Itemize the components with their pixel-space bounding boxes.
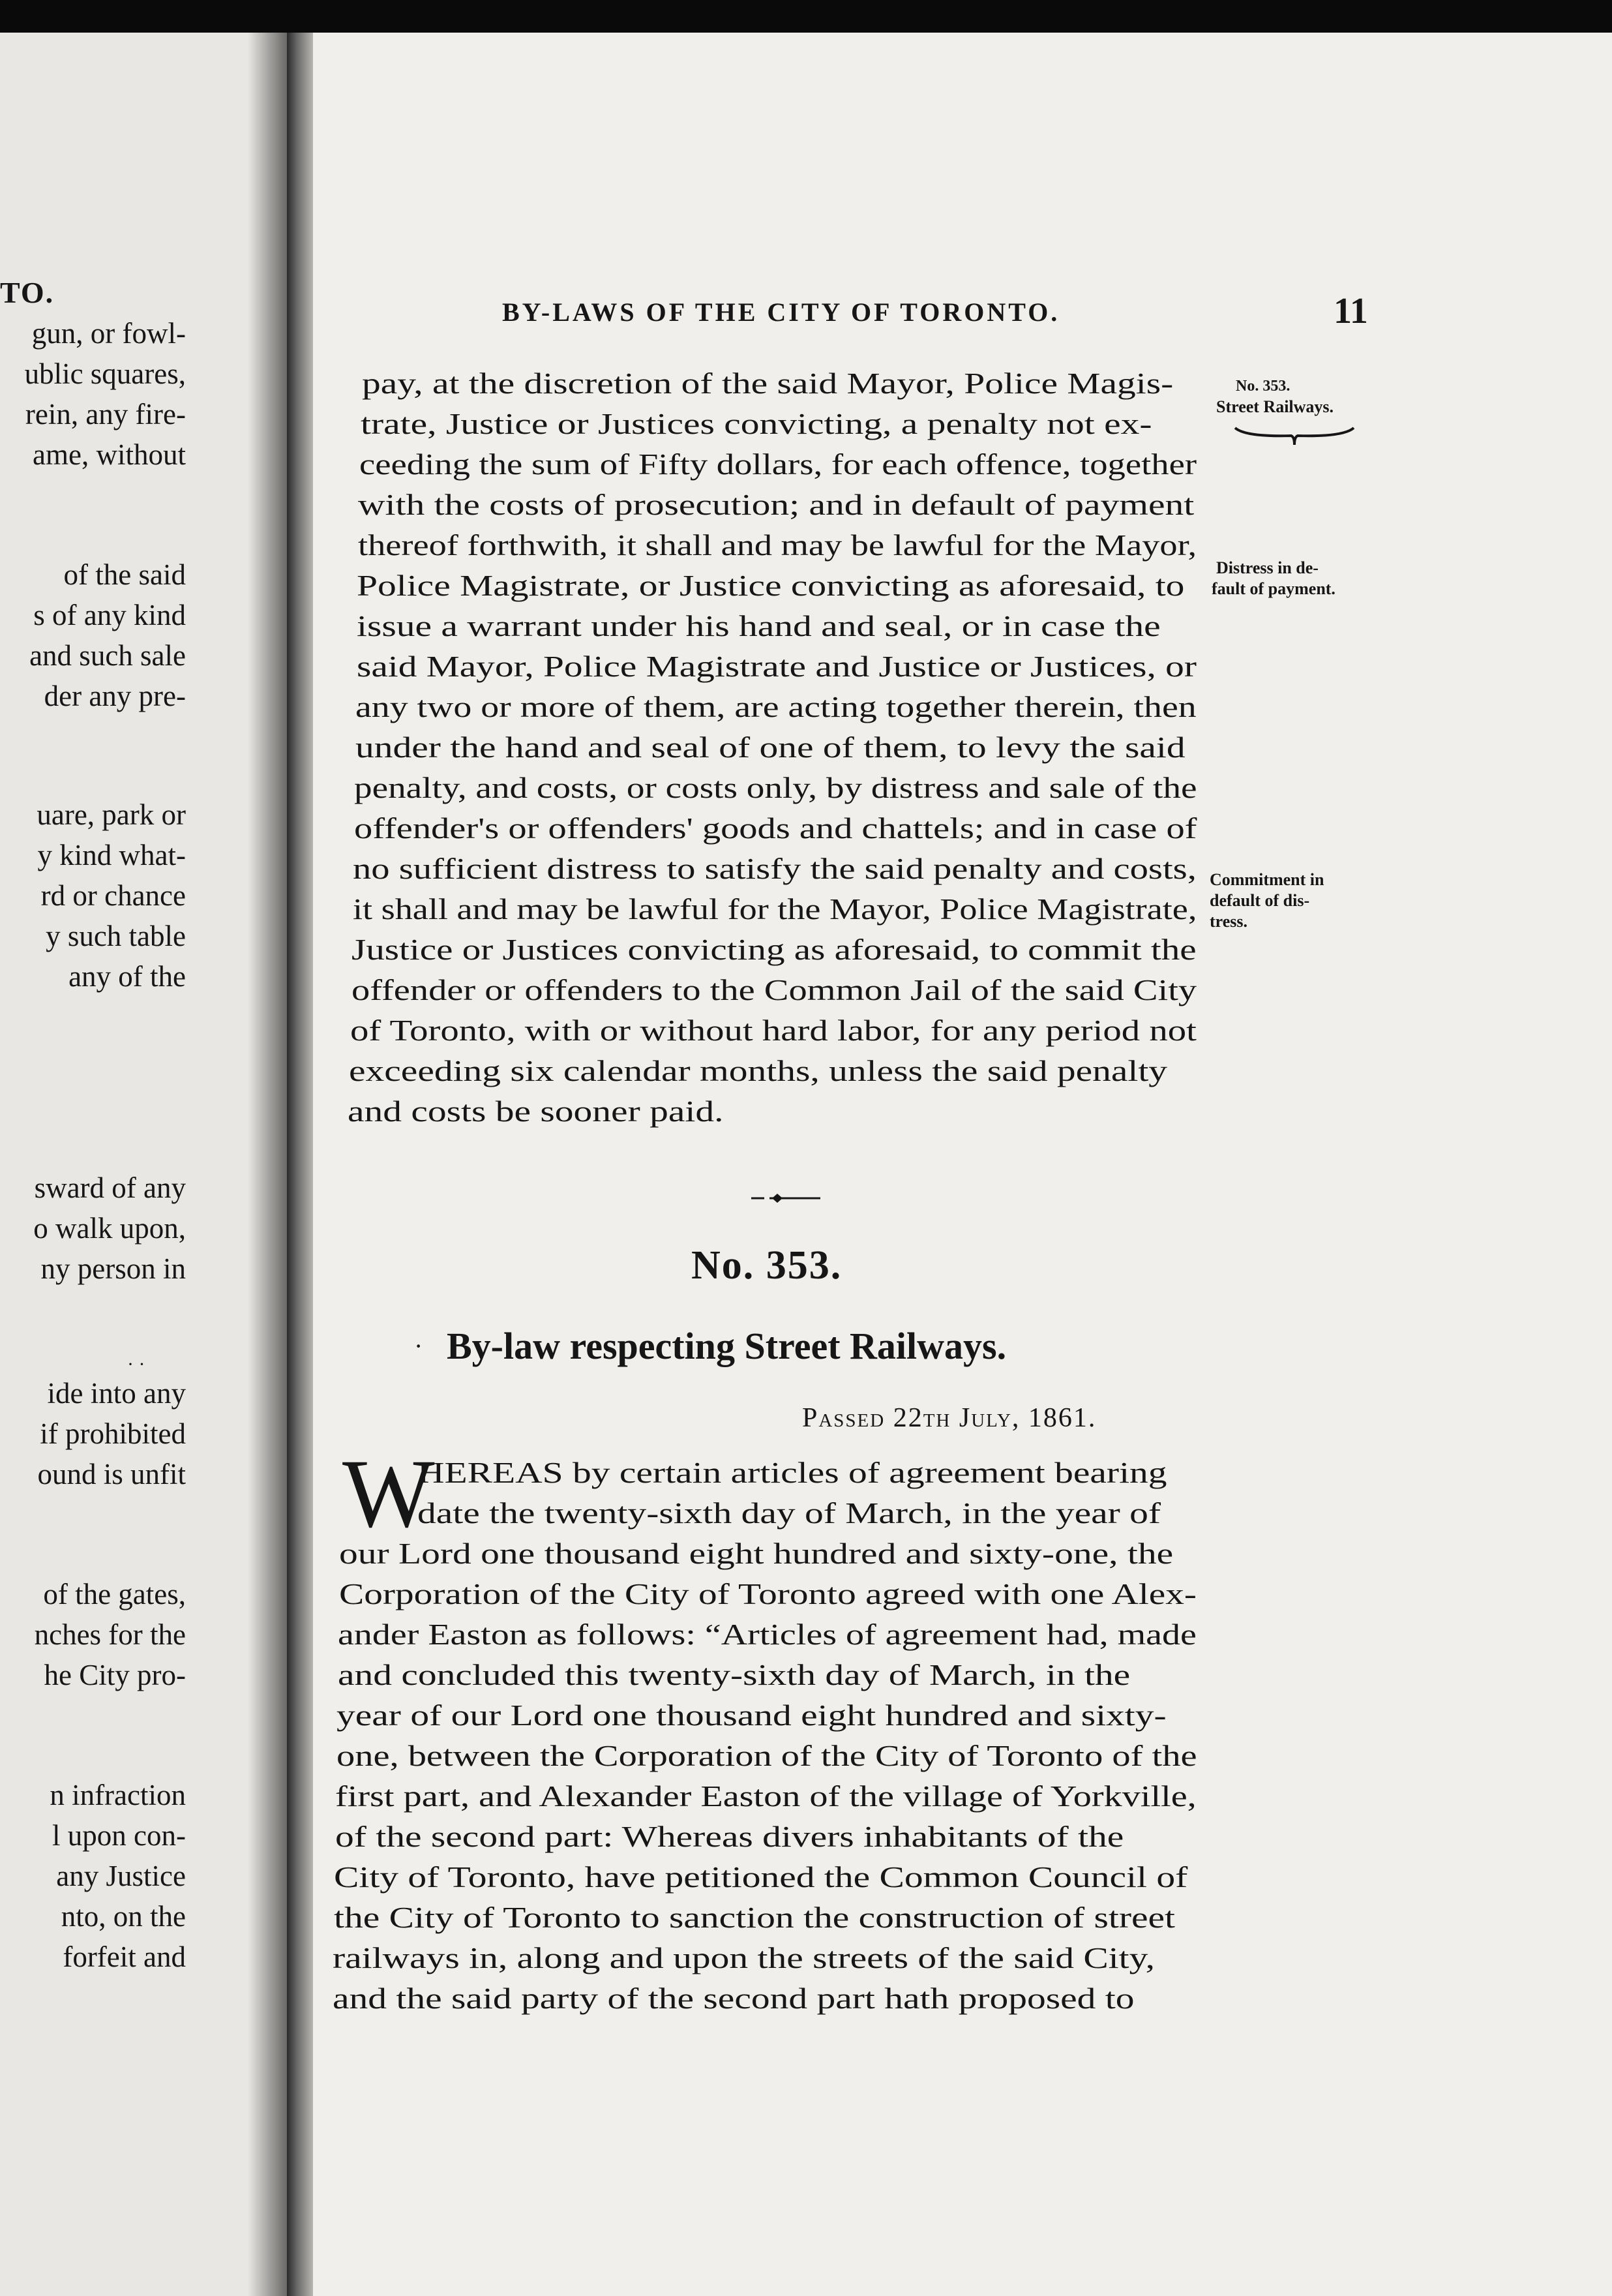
- left-line: l upon con-: [52, 1819, 186, 1852]
- margin-note-commitment-1: Commitment in: [1210, 870, 1324, 889]
- text-line: Justice or Justices convicting as aforesaid, to commit the: [351, 933, 1197, 966]
- text-line: HEREAS by certain articles of agreement bearing: [417, 1456, 1167, 1489]
- left-line: and such sale: [29, 639, 186, 672]
- smudge-dots: · ·: [127, 1353, 145, 1375]
- text-line: of the second part: Whereas divers inhabitants of the: [335, 1820, 1124, 1853]
- text-line: offender or offenders to the Common Jail of the said City: [351, 973, 1197, 1006]
- left-line: forfeit and: [63, 1941, 186, 1973]
- left-line: ublic squares,: [24, 357, 186, 390]
- text-line: Police Magistrate, or Justice convicting as aforesaid, to: [357, 569, 1185, 602]
- left-line: ny person in: [40, 1252, 186, 1285]
- ornament-rule-icon: [750, 1190, 822, 1206]
- text-line: issue a warrant under his hand and seal, or in case the: [357, 609, 1161, 642]
- text-line: with the costs of prosecution; and in default of payment: [358, 488, 1195, 521]
- text-line: it shall and may be lawful for the Mayor, Police Magistrate,: [353, 892, 1197, 926]
- page-number: 11: [1334, 291, 1368, 331]
- book-gutter: [287, 33, 313, 2296]
- text-line: and concluded this twenty-sixth day of March, in the: [338, 1658, 1131, 1691]
- text-line: Corporation of the City of Toronto agreed with one Alex-: [339, 1577, 1197, 1610]
- left-line: y kind what-: [37, 839, 186, 871]
- left-page: [0, 33, 287, 2296]
- left-line: ound is unfit: [37, 1458, 186, 1490]
- margin-note-commitment-2: default of dis-: [1210, 891, 1310, 910]
- left-line: of the said: [63, 558, 186, 591]
- text-line: under the hand and seal of one of them, to levy the said: [355, 731, 1186, 764]
- left-line: s of any kind: [33, 599, 186, 631]
- page-curve-shadow: [248, 33, 287, 2296]
- left-line: uare, park or: [37, 798, 186, 831]
- margin-note-number: No. 353.: [1236, 378, 1291, 395]
- left-line: sward of any: [34, 1171, 186, 1204]
- text-line: penalty, and costs, or costs only, by distress and sale of the: [354, 771, 1197, 804]
- text-line: first part, and Alexander Easton of the village of Yorkville,: [335, 1779, 1197, 1813]
- text-line: no sufficient distress to satisfy the said penalty and costs,: [353, 852, 1197, 885]
- left-line: rein, any fire-: [25, 398, 186, 430]
- text-line: thereof forthwith, it shall and may be lawful for the Mayor,: [358, 528, 1197, 562]
- left-line: der any pre-: [44, 680, 186, 712]
- left-line: ame, without: [33, 438, 186, 471]
- text-line: ceeding the sum of Fifty dollars, for each offence, together: [359, 447, 1197, 481]
- left-line: any of the: [68, 960, 186, 993]
- left-line: gun, or fowl-: [31, 317, 186, 350]
- margin-note-street-railways: Street Railways.: [1216, 397, 1334, 416]
- text-line: and costs be sooner paid.: [348, 1095, 724, 1128]
- title-dot: ·: [414, 1331, 423, 1361]
- text-line: one, between the Corporation of the City of Toronto of the: [336, 1739, 1197, 1772]
- left-line: ide into any: [47, 1377, 186, 1410]
- left-line: of the gates,: [43, 1578, 186, 1610]
- margin-note-distress-2: fault of payment.: [1212, 579, 1336, 598]
- text-line: year of our Lord one thousand eight hundred and sixty-: [336, 1699, 1167, 1732]
- text-line: our Lord one thousand eight hundred and sixty-one, the: [339, 1537, 1174, 1570]
- left-line: any Justice: [56, 1860, 186, 1892]
- left-line: n infraction: [50, 1779, 186, 1811]
- margin-note-commitment-3: tress.: [1210, 912, 1248, 931]
- margin-note-distress-1: Distress in de-: [1216, 558, 1319, 577]
- text-line: exceeding six calendar months, unless the said penalty: [349, 1054, 1168, 1087]
- left-line: if prohibited: [40, 1417, 186, 1450]
- text-line: offender's or offenders' goods and chattels; and in case of: [354, 811, 1197, 845]
- left-page-heading: TO.: [0, 276, 55, 309]
- text-line: trate, Justice or Justices convicting, a penalty not ex-: [361, 407, 1152, 440]
- text-line: City of Toronto, have petitioned the Common Council of: [334, 1860, 1188, 1894]
- bylaw-number: No. 353.: [691, 1243, 843, 1288]
- text-line: the City of Toronto to sanction the construction of street: [334, 1901, 1176, 1934]
- text-line: date the twenty-sixth day of March, in the year of: [417, 1496, 1161, 1530]
- brace-icon: [1232, 424, 1356, 447]
- bylaw-title: By-law respecting Street Railways.: [447, 1325, 1007, 1367]
- left-line: nches for the: [34, 1618, 186, 1651]
- text-line: ander Easton as follows: “Articles of agreement had, made: [338, 1618, 1197, 1651]
- left-line: he City pro-: [44, 1659, 186, 1691]
- text-line: any two or more of them, are acting together therein, then: [355, 690, 1197, 723]
- left-line: nto, on the: [61, 1900, 186, 1933]
- text-line: said Mayor, Police Magistrate and Justice or Justices, or: [357, 650, 1197, 683]
- passed-date: Passed 22th July, 1861.: [802, 1403, 1097, 1433]
- dropcap-letter: W: [342, 1440, 435, 1548]
- text-line: pay, at the discretion of the said Mayor, Police Magis-: [362, 367, 1174, 400]
- left-line: o walk upon,: [33, 1212, 186, 1245]
- running-head: BY-LAWS OF THE CITY OF TORONTO.: [502, 297, 1060, 327]
- left-line: rd or chance: [40, 879, 186, 912]
- left-line: y such table: [46, 920, 186, 952]
- text-line: railways in, along and upon the streets of the said City,: [333, 1941, 1156, 1974]
- text-line: of Toronto, with or without hard labor, for any period not: [350, 1014, 1197, 1047]
- text-line: and the said party of the second part hath proposed to: [333, 1982, 1135, 2015]
